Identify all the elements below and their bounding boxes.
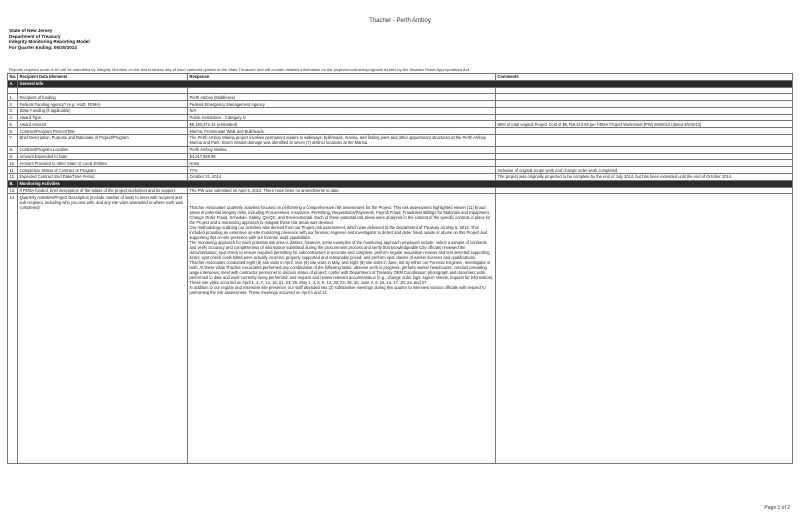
section-b-no: B. (8, 180, 18, 187)
response-paragraph: Thacher Associates conducted eight (8) site visits in April, nine (9) site visits in May, and eight (8) site visits in June, led by either our Forensic Engineer, Investigator or both. At these visits Thacher Associates performed any combination of the following tasks: observe work in progress, perform worker headcounts; conduct prevailing wage interviews; meet with contractor personnel to discuss status of project; confer with Department of Treasury OEM Coordinator; photograph and document work performed to date and work currently being performed; and request and review relevant documentation (e.g., change order logs, sign-in sheets, request for information). These site visits occurred on April 1, 4, 7, 14, 18, 21, 23, 25, May 1, 2, 6, 9, 13, 20, 23, 28, 30, June 3, 6, 10, 13, 17, 20, 24, and 27. (189, 259, 494, 285)
table-row (8, 160, 793, 167)
response-paragraph: Our methodology outlining our activities was derived from our Project risk assessment, which was delivered to the Department of Treasury on May 5, 2014. This included providing an extensive on-site monitoring presence with our forensic engineer and investigator to detect and deter fraud, waste or abuse on this Project and supporting this on-site presence with our forensic audit capabilities. (189, 224, 488, 240)
table-row (8, 128, 793, 135)
cell-element: Quarterly Activities/Project Description (include number of visits to meet with recipient and sub recipient, including who you met with, and any site visits warranted to where work was completed) (18, 194, 188, 464)
table-row (8, 114, 793, 121)
cell-element: State Funding (if applicable) (18, 107, 188, 114)
cell-element: Expected Contract End Date/Time Period (18, 173, 188, 180)
cell-no: 13. (8, 187, 18, 194)
response-paragraph: In addition to our regular and extensive site presence, our staff attended two (2) substantive meetings during this quarter to interview various officials with respect to preforming the risk assessment. These meetings occurred on April 1 and 14. (189, 284, 486, 295)
table-row (8, 187, 793, 194)
cell-no: 2. (8, 101, 18, 108)
table-row (8, 121, 793, 128)
header-response: Response (188, 74, 496, 81)
org-line-department: Department of Treasury (9, 33, 61, 39)
table-row (8, 167, 793, 174)
org-line-state: State of New Jersey (9, 28, 53, 33)
cell-no: 6. (8, 128, 18, 135)
cell-comments: 90% of total original Project Cost of $5,759,413.83 per FEMA Project Worksheet (PW) 5920012 (dated 4/5/2013) (496, 121, 793, 128)
report-table (7, 73, 793, 464)
cell-comments (496, 135, 793, 147)
cell-response: Marina, Promenade Walk and Bulkheads (188, 128, 496, 135)
cell-no: 10. (8, 160, 18, 167)
section-a-row (8, 80, 793, 87)
cell-element: Award Type (18, 114, 188, 121)
table-row (8, 135, 793, 147)
cell-comments (496, 160, 793, 167)
cell-element: Contract/Program Location (18, 146, 188, 153)
cell-comments (496, 153, 793, 160)
intro-text: Reports required under A-60 will be submitted by Integrity Monitors on the first business day of each calendar quarter to the State Treasurer and will contain detailed information on the projects/contracts/programs funded by the Disaster Relief Appropriations Act. (9, 67, 470, 72)
blank-row (8, 87, 793, 94)
cell-comments (496, 146, 793, 153)
page-title: Thacher - Perth Amboy (369, 18, 431, 24)
org-header (9, 28, 90, 50)
cell-response: The PW was submitted on April 5, 2013. There have been no amendments to date. (188, 187, 496, 194)
cell-element: Brief Description, Purpose and Rationale of Project/Program (18, 135, 188, 147)
cell-response: Public Assistance - Category G (188, 114, 496, 121)
cell-response: $4,017,659.96 (188, 153, 496, 160)
response-spacer (190, 195, 494, 205)
cell-element: If FEMA funded, brief description of the status of the project worksheet and its support. (18, 187, 188, 194)
cell-comments (496, 101, 793, 108)
cell-no: 7. (8, 135, 18, 147)
cell-response (188, 194, 496, 464)
table-row (8, 94, 793, 101)
cell-no: 3. (8, 107, 18, 114)
cell-no: 9. (8, 153, 18, 160)
cell-no: 11. (8, 167, 18, 174)
cell-element: Amount Expended to Date (18, 153, 188, 160)
header-comments: Comments (496, 74, 793, 81)
table-row (8, 153, 793, 160)
cell-response: None (188, 160, 496, 167)
cell-no: 1. (8, 94, 18, 101)
header-no: No. (9, 74, 17, 80)
cell-comments (496, 114, 793, 121)
section-b-row (8, 180, 793, 187)
table-row (8, 173, 793, 180)
header-element: Recipient Data Elements (18, 74, 188, 81)
table-row (8, 194, 793, 464)
cell-response: The Perth Amboy Marina project involves permanent repairs to walkways, bulkheads, marina, and fishing piers and other appurtenant structures at the Perth Amboy Marina and Park. Storm related damage was identified at seven (7) distinct locations at the Marina. (188, 135, 496, 147)
cell-response: Perth Amboy (Middlesex) (188, 94, 496, 101)
cell-element: Recipient of funding (18, 94, 188, 101)
cell-element: Completion Status of Contract or Program (18, 167, 188, 174)
cell-response: N/A (188, 107, 496, 114)
table-header-row (8, 74, 793, 81)
cell-comments (496, 107, 793, 114)
cell-no: 12. (8, 173, 18, 180)
cell-comments (496, 194, 793, 464)
table-row (8, 101, 793, 108)
cell-response: October 31, 2014 (188, 173, 496, 180)
cell-no: 14. (8, 194, 18, 464)
org-line-quarter: For Quarter Ending: 06/30/2014 (9, 44, 77, 50)
cell-comments (496, 128, 793, 135)
response-paragraph: Thacher Associates' quarterly activities focused on performing a comprehensive risk assessment for the Project. This risk assessment highlighted eleven (11) broad areas of potential integrity risks, including Procurement, Insurance, Permitting, Requisitions/Payments, Payroll Fraud, Fraudulent Billings for Materials and Equipment, Change Order Fraud, Schedule, Safety, QA/QC, and Environmental. Each of these potential risk areas were analyzed in the context of the specific controls in place for the Project and a monitoring approach to mitigate these risk areas was devised. (189, 204, 491, 225)
cell-element: Award Amount (18, 121, 188, 128)
table-row (8, 146, 793, 153)
section-a-label: General Info (18, 80, 793, 87)
cell-response: Perth Amboy Marina (188, 146, 496, 153)
response-paragraph: The monitoring approach for each potential risk area is distinct, however, some examples of the monitoring approach employed include: select a sample of contracts and verify accuracy and completeness of information submitted during the procurement process and verify that knowledgeable City officials reviewed the documentation; spot check to ensure required permitting for subcontractors is accurate and complete; perform regular requisition reviews and test selected supporting items; spot check costs billed were actually incurred, properly supported and reasonably priced; and perform spot checks of worker licenses and qualifications. (189, 239, 490, 260)
cell-response: $5,183,472.44 (estimated) (188, 121, 496, 128)
cell-response: Federal Emergency Management Agency (188, 101, 496, 108)
cell-comments (496, 94, 793, 101)
table-row (8, 107, 793, 114)
cell-comments (496, 187, 793, 194)
cell-comments: The project was originally projected to be complete by the end of July 2014, but has been extended until the end of October 2014. (496, 173, 793, 180)
cell-no: 5. (8, 121, 18, 128)
org-line-model: Integrity Monitoring Reporting Model (9, 39, 90, 45)
cell-response: 77% (188, 167, 496, 174)
section-b-label: Monitoring Activities (18, 180, 793, 187)
section-a-no: A. (8, 80, 18, 87)
cell-element: Contract/Program Person/Title (18, 128, 188, 135)
cell-no: 4. (8, 114, 18, 121)
cell-no: 8. (8, 146, 18, 153)
cell-element: Amount Provided to other State or Local Entities (18, 160, 188, 167)
cell-element: Federal Funding Agency? (e.g. HUD, FEMA) (18, 101, 188, 108)
cell-comments: Inclusive of original scope work and change order work completed (496, 167, 793, 174)
page-number: Page 1 of 2 (764, 505, 790, 511)
